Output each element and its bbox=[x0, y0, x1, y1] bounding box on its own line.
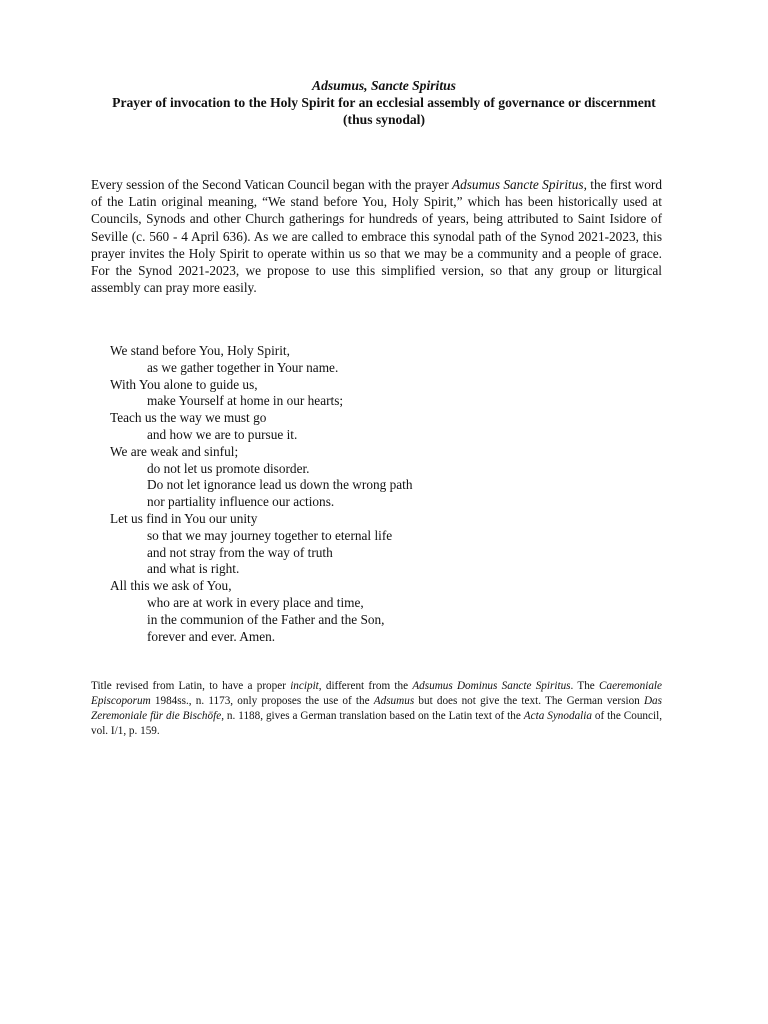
footnote-text: 1984ss., n. 1173, only proposes the use of the bbox=[150, 695, 374, 708]
footnote-italic: Adsumus bbox=[373, 695, 415, 708]
prayer-line: nor partiality influence our actions. bbox=[147, 494, 335, 510]
footnote-text: . The bbox=[570, 680, 600, 692]
prayer-line: With You alone to guide us, bbox=[110, 376, 258, 392]
intro-italic-prayer-name: Adsumus Sancte Spiritus bbox=[451, 177, 584, 192]
prayer-line: as we gather together in Your name. bbox=[147, 359, 339, 375]
prayer-line: forever and ever. Amen. bbox=[147, 628, 276, 644]
prayer-line: All this we ask of You, bbox=[110, 578, 232, 594]
document-header bbox=[100, 77, 668, 128]
footnote-italic: Acta Synodalia bbox=[523, 710, 592, 723]
intro-text: Every session of the Second Vatican Council began with the prayer bbox=[91, 177, 452, 192]
footnote-italic: Adsumus Dominus Sancte Spiritus bbox=[412, 680, 571, 692]
footnote-text: Title revised from Latin, to have a proper bbox=[91, 680, 291, 692]
prayer-line: and what is right. bbox=[147, 561, 240, 577]
footnote-italic: Das Zeremoniale für die Bischöfe bbox=[91, 695, 662, 723]
intro-text: , the first word of the Latin original meaning, “We stand before You, Holy Spirit,” which has been historically used at Councils, Synods and other Church gatherings for hundreds of years, being attributed to Saint Isidore of Seville (c. 560 - 4 April 636). As we are called to embrace this synodal path of the Synod 2021-2023, this prayer invites the Holy Spirit to operate within us so that we may be a community and a people of grace. For the Synod 2021-2023, we propose to use this simplified version, so that any group or liturgical assembly can pray more easily. bbox=[91, 177, 662, 296]
prayer-line: We stand before You, Holy Spirit, bbox=[110, 343, 290, 358]
prayer-line: who are at work in every place and time, bbox=[147, 594, 364, 610]
prayer-line: make Yourself at home in our hearts; bbox=[147, 393, 344, 409]
prayer-line: do not let us promote disorder. bbox=[147, 460, 310, 476]
footnote-italic: Caeremoniale Episcoporum bbox=[91, 680, 662, 708]
footnote-text: , different from the bbox=[318, 680, 413, 692]
document-subtitle: Prayer of invocation to the Holy Spirit for an ecclesial assembly of governance or discernment (thus synodal) bbox=[112, 95, 656, 127]
prayer-line: We are weak and sinful; bbox=[110, 443, 239, 459]
document-title: Adsumus, Sancte Spiritus bbox=[312, 78, 456, 93]
prayer-line: in the communion of the Father and the Son, bbox=[147, 611, 385, 627]
footnote-text: but does not give the text. The German version bbox=[414, 695, 644, 708]
prayer-line: Do not let ignorance lead us down the wrong path bbox=[147, 477, 413, 493]
footnote-text: of the Council, vol. I/1, p. 159. bbox=[91, 710, 663, 738]
prayer-text bbox=[110, 343, 630, 645]
footnote-text: , n. 1188, gives a German translation based on the Latin text of the bbox=[221, 710, 524, 723]
prayer-line: so that we may journey together to eternal life bbox=[147, 527, 393, 543]
intro-paragraph bbox=[91, 176, 662, 296]
footnote bbox=[91, 679, 662, 739]
prayer-line: Teach us the way we must go bbox=[110, 410, 267, 426]
prayer-line: Let us find in You our unity bbox=[110, 510, 258, 526]
prayer-line: and how we are to pursue it. bbox=[147, 426, 298, 442]
prayer-line: and not stray from the way of truth bbox=[147, 544, 333, 560]
footnote-italic: incipit bbox=[290, 680, 319, 692]
